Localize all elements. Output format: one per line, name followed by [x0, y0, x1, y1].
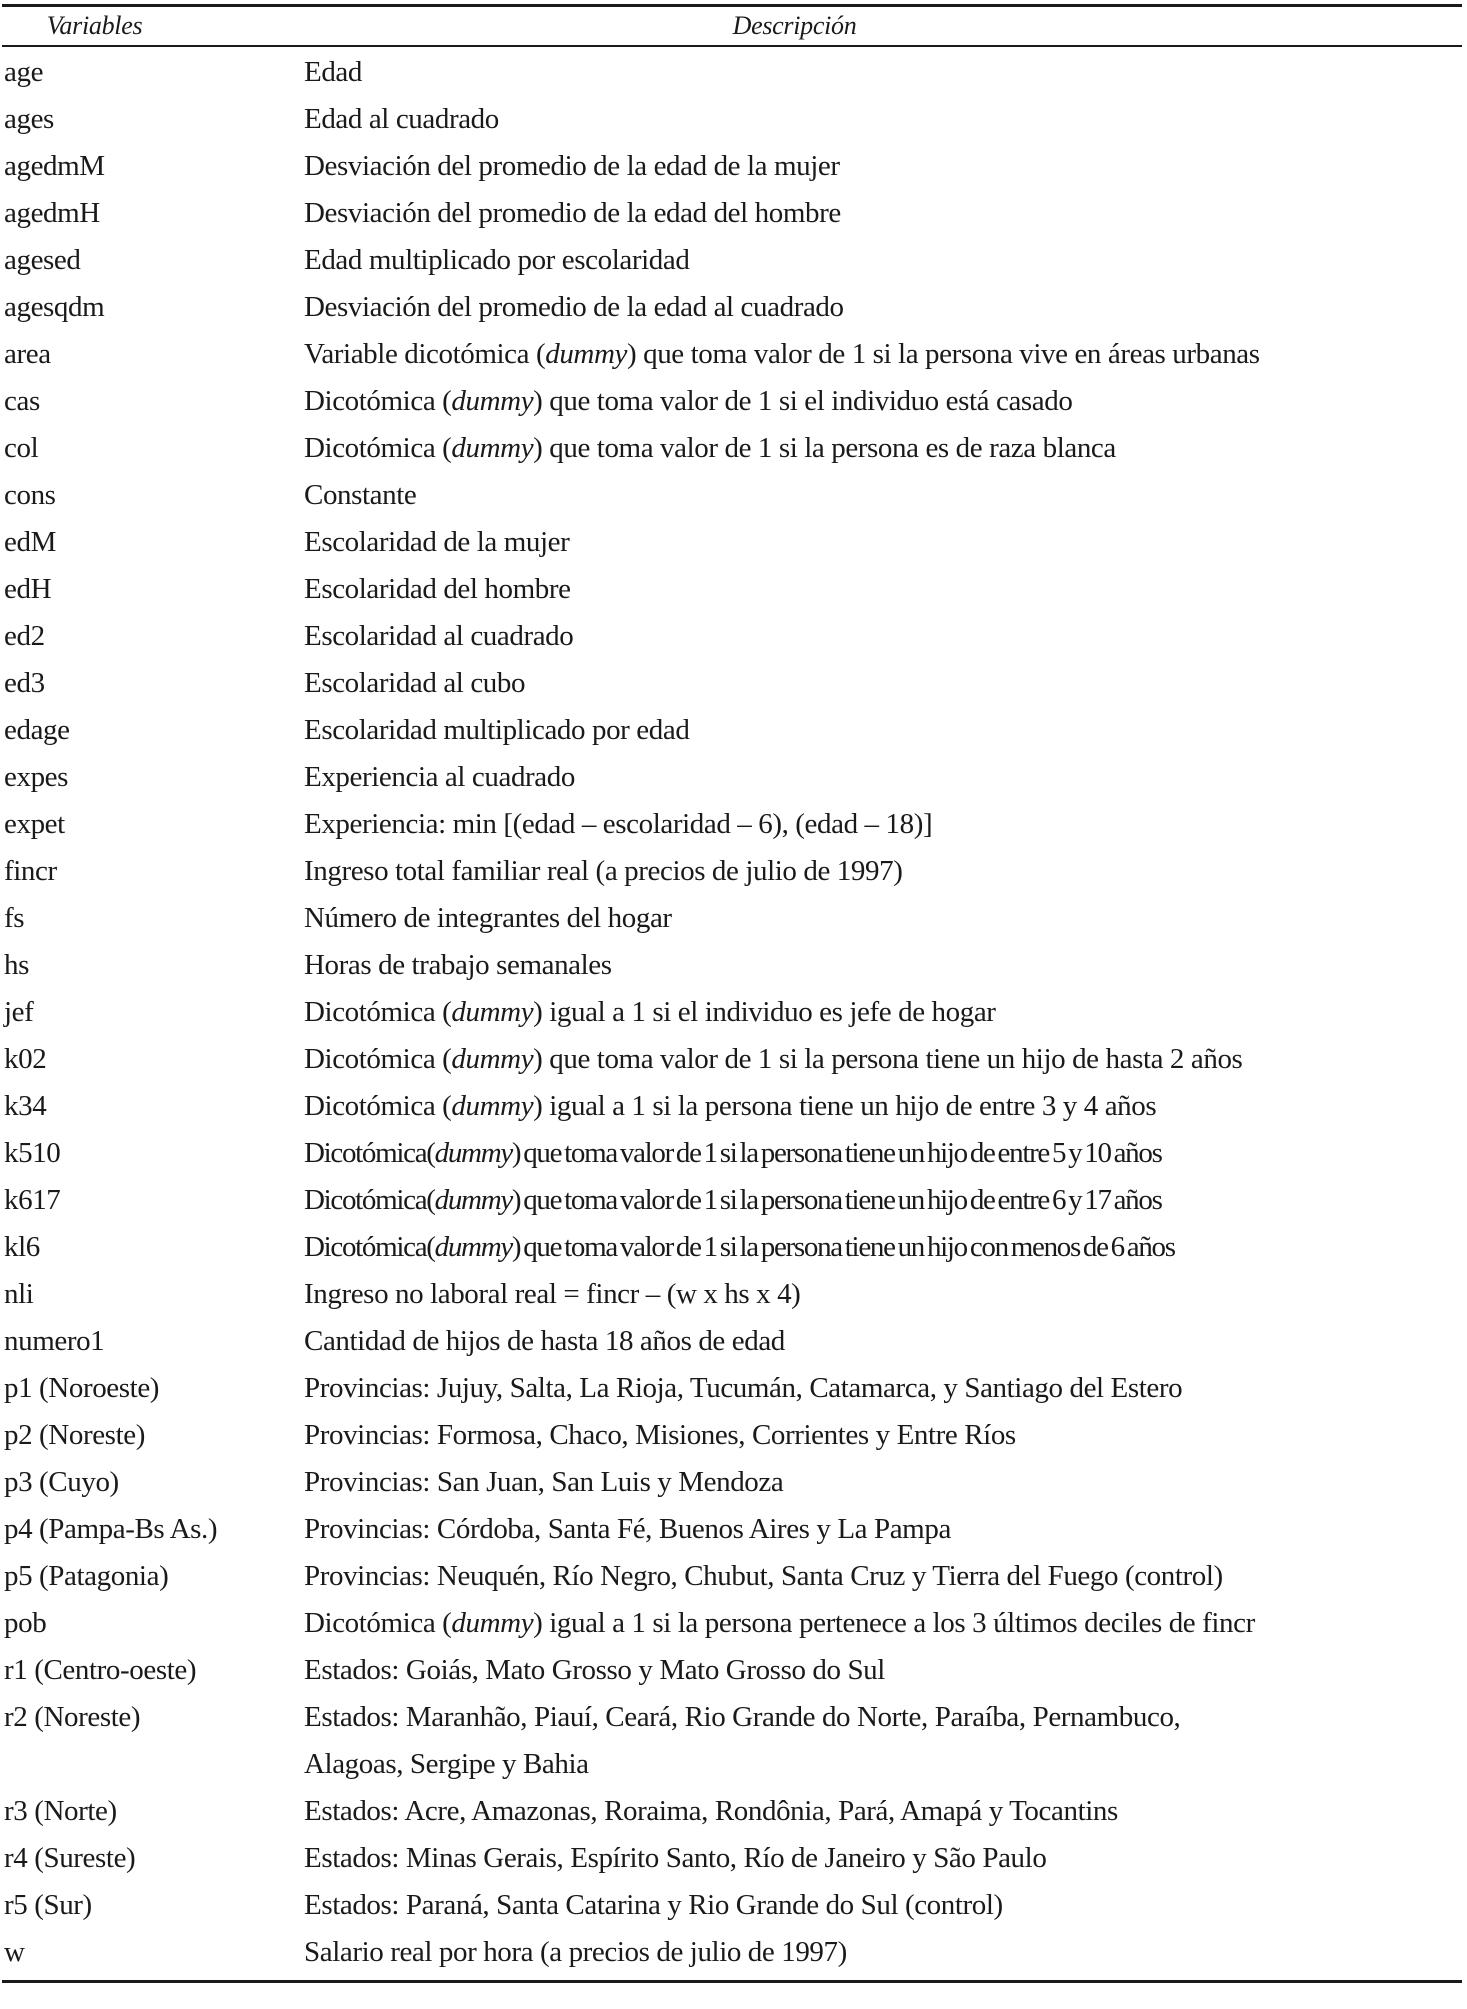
variable-name: ed2	[4, 619, 45, 652]
variable-description	[304, 284, 1462, 331]
description-text: Dicotómica (	[304, 1089, 452, 1122]
variable-name: r4 (Sureste)	[4, 1841, 136, 1874]
variable-name: jef	[4, 995, 34, 1028]
variable-description	[304, 1647, 1462, 1694]
variable-description	[304, 1177, 1462, 1224]
variable-description	[304, 1882, 1462, 1929]
table-row	[2, 284, 1462, 331]
table-row	[2, 331, 1462, 378]
description-text: Edad	[304, 55, 362, 88]
variable-name: cons	[4, 478, 56, 511]
table-row	[2, 1412, 1462, 1459]
description-text: Experiencia: min [(edad – escolaridad – 6), (edad – 18)]	[304, 807, 933, 840]
description-text: Desviación del promedio de la edad de la mujer	[304, 149, 840, 182]
variable-description	[304, 613, 1462, 660]
dummy-term: dummy	[451, 431, 534, 464]
variable-name: area	[4, 337, 51, 370]
table-row	[2, 848, 1462, 895]
dummy-term: dummy	[451, 384, 534, 417]
variable-name: k34	[4, 1089, 47, 1122]
variable-name: p3 (Cuyo)	[4, 1465, 119, 1498]
variable-description	[304, 942, 1462, 989]
variable-description	[304, 378, 1462, 425]
table-row	[2, 1083, 1462, 1130]
table-row	[2, 707, 1462, 754]
variable-name: col	[4, 431, 39, 464]
variable-description	[304, 143, 1462, 190]
table-body	[2, 47, 1462, 1976]
variable-description	[304, 566, 1462, 613]
table-row	[2, 942, 1462, 989]
dummy-term: dummy	[451, 995, 534, 1028]
variable-name: ed3	[4, 666, 45, 699]
table-row	[2, 660, 1462, 707]
table-row	[2, 425, 1462, 472]
variable-description	[304, 331, 1462, 378]
description-text: Horas de trabajo semanales	[304, 948, 612, 981]
table-row	[2, 895, 1462, 942]
dummy-term: dummy	[434, 1230, 512, 1263]
table-row	[2, 519, 1462, 566]
variable-name: agedmH	[4, 196, 100, 229]
variable-name: fincr	[4, 854, 57, 887]
table-row	[2, 1929, 1462, 1976]
table-row	[2, 1647, 1462, 1694]
table-row	[2, 1506, 1462, 1553]
variable-description	[304, 425, 1462, 472]
variable-name: k510	[4, 1136, 61, 1169]
table-row	[2, 1788, 1462, 1835]
variable-description	[304, 1694, 1462, 1788]
variable-description	[304, 96, 1462, 143]
description-text: Variable dicotómica (	[304, 337, 546, 370]
description-text: ) igual a 1 si la persona tiene un hijo de entre 3 y 4 años	[533, 1089, 1157, 1122]
header-variables: Variables	[46, 11, 143, 40]
variable-description	[304, 1224, 1462, 1271]
variable-description	[304, 989, 1462, 1036]
variable-description	[304, 519, 1462, 566]
description-text: ) que toma valor de 1 si la persona es de raza blanca	[533, 431, 1116, 464]
variable-description	[304, 237, 1462, 284]
variable-name: p1 (Noroeste)	[4, 1371, 160, 1404]
variable-name: edage	[4, 713, 70, 746]
header-description: Descripción	[732, 11, 857, 40]
table-row	[2, 1365, 1462, 1412]
variable-description	[304, 848, 1462, 895]
description-text: Edad multiplicado por escolaridad	[304, 243, 690, 276]
description-text: Provincias: Córdoba, Santa Fé, Buenos Aires y La Pampa	[304, 1512, 951, 1545]
table-row	[2, 1177, 1462, 1224]
table-row	[2, 1882, 1462, 1929]
variable-description	[304, 1788, 1462, 1835]
variable-description	[304, 1412, 1462, 1459]
description-text: Dicotómica(	[304, 1136, 435, 1169]
variable-description	[304, 895, 1462, 942]
variable-name: pob	[4, 1606, 47, 1639]
table-row	[2, 1271, 1462, 1318]
description-text: Escolaridad al cubo	[304, 666, 526, 699]
table-row	[2, 1036, 1462, 1083]
description-text: Desviación del promedio de la edad del hombre	[304, 196, 841, 229]
description-line: Alagoas, Sergipe y Bahia	[304, 1747, 589, 1780]
variable-name: numero1	[4, 1324, 105, 1357]
table-row	[2, 237, 1462, 284]
description-text: Salario real por hora (a precios de julio de 1997)	[304, 1935, 847, 1968]
table-row	[2, 190, 1462, 237]
variable-name: expet	[4, 807, 65, 840]
dummy-term: dummy	[545, 337, 627, 370]
variable-name: p5 (Patagonia)	[4, 1559, 169, 1592]
description-text: Dicotómica (	[304, 1042, 452, 1075]
variable-description	[304, 190, 1462, 237]
variable-description	[304, 1835, 1462, 1882]
description-text: Estados: Minas Gerais, Espírito Santo, Río de Janeiro y São Paulo	[304, 1841, 1047, 1874]
description-text: ) que toma valor de 1 si el individuo está casado	[533, 384, 1073, 417]
description-text: Provincias: Formosa, Chaco, Misiones, Corrientes y Entre Ríos	[304, 1418, 1016, 1451]
description-text: Provincias: Jujuy, Salta, La Rioja, Tucumán, Catamarca, y Santiago del Estero	[304, 1371, 1183, 1404]
variable-description	[304, 754, 1462, 801]
variable-description	[304, 1271, 1462, 1318]
variable-name: r1 (Centro-oeste)	[4, 1653, 197, 1686]
variable-name: k02	[4, 1042, 47, 1075]
table-row	[2, 1224, 1462, 1271]
variable-name: fs	[4, 901, 25, 934]
variable-description	[304, 1365, 1462, 1412]
description-line: Estados: Maranhão, Piauí, Ceará, Rio Grande do Norte, Paraíba, Pernambuco,	[304, 1700, 1181, 1733]
variable-name: edH	[4, 572, 52, 605]
description-text: Experiencia al cuadrado	[304, 760, 575, 793]
description-text: Estados: Acre, Amazonas, Roraima, Rondônia, Pará, Amapá y Tocantins	[304, 1794, 1118, 1827]
description-text: Ingreso no laboral real = fincr – (w x hs x 4)	[304, 1277, 801, 1310]
description-text: Edad al cuadrado	[304, 102, 499, 135]
description-text: Desviación del promedio de la edad al cuadrado	[304, 290, 844, 323]
description-text: Escolaridad de la mujer	[304, 525, 570, 558]
variable-description	[304, 49, 1462, 96]
variable-name: r5 (Sur)	[4, 1888, 92, 1921]
dummy-term: dummy	[451, 1606, 534, 1639]
description-text: ) que toma valor de 1 si la persona tiene un hijo con menos de 6 años	[511, 1230, 1175, 1263]
table-row	[2, 1459, 1462, 1506]
description-text: Escolaridad al cuadrado	[304, 619, 574, 652]
table-row	[2, 1318, 1462, 1365]
variable-description	[304, 472, 1462, 519]
variable-name: agesed	[4, 243, 81, 276]
variable-description	[304, 1929, 1462, 1976]
table-row	[2, 472, 1462, 519]
description-text: Provincias: Neuquén, Río Negro, Chubut, Santa Cruz y Tierra del Fuego (control)	[304, 1559, 1223, 1592]
description-text: Escolaridad multiplicado por edad	[304, 713, 690, 746]
description-text: ) que toma valor de 1 si la persona tiene un hijo de hasta 2 años	[533, 1042, 1243, 1075]
description-text: ) que toma valor de 1 si la persona tiene un hijo de entre 5 y 10 años	[511, 1136, 1162, 1169]
variable-name: cas	[4, 384, 40, 417]
variable-name: kl6	[4, 1230, 40, 1263]
description-text: Dicotómica (	[304, 431, 452, 464]
description-text: Dicotómica (	[304, 995, 452, 1028]
description-text: Dicotómica(	[304, 1183, 435, 1216]
variable-description	[304, 1036, 1462, 1083]
variable-description	[304, 1553, 1462, 1600]
variable-name: p2 (Noreste)	[4, 1418, 145, 1451]
variable-name: nli	[4, 1277, 34, 1310]
table-header	[2, 7, 1462, 45]
variable-description	[304, 1506, 1462, 1553]
table-row	[2, 566, 1462, 613]
variable-name: hs	[4, 948, 29, 981]
description-text: Provincias: San Juan, San Luis y Mendoza	[304, 1465, 784, 1498]
variable-name: p4 (Pampa-Bs As.)	[4, 1512, 218, 1545]
variable-description	[304, 707, 1462, 754]
description-text: Número de integrantes del hogar	[304, 901, 672, 934]
description-text: Constante	[304, 478, 417, 511]
description-text: Estados: Paraná, Santa Catarina y Rio Grande do Sul (control)	[304, 1888, 1003, 1921]
variable-name: agesqdm	[4, 290, 105, 323]
variable-name: k617	[4, 1183, 61, 1216]
table-row	[2, 378, 1462, 425]
dummy-term: dummy	[451, 1042, 534, 1075]
description-text: Cantidad de hijos de hasta 18 años de edad	[304, 1324, 785, 1357]
variable-description	[304, 1130, 1462, 1177]
table-row	[2, 143, 1462, 190]
variable-description	[304, 1083, 1462, 1130]
table-row	[2, 801, 1462, 848]
variable-description	[304, 660, 1462, 707]
table-row	[2, 613, 1462, 660]
description-text: Dicotómica (	[304, 384, 452, 417]
variable-name: expes	[4, 760, 69, 793]
bottom-rule	[2, 1980, 1462, 1983]
dummy-term: dummy	[451, 1089, 534, 1122]
variable-name: agedmM	[4, 149, 105, 182]
table-row	[2, 754, 1462, 801]
table-row	[2, 1694, 1462, 1788]
description-text: Estados: Goiás, Mato Grosso y Mato Grosso do Sul	[304, 1653, 885, 1686]
variable-description	[304, 1318, 1462, 1365]
variable-name: age	[4, 55, 44, 88]
table-row	[2, 96, 1462, 143]
description-text: ) igual a 1 si el individuo es jefe de hogar	[533, 995, 996, 1028]
variable-name: edM	[4, 525, 56, 558]
description-text: Dicotómica (	[304, 1606, 452, 1639]
dummy-term: dummy	[434, 1183, 512, 1216]
table-row	[2, 1130, 1462, 1177]
variable-description	[304, 1600, 1462, 1647]
description-text: ) que toma valor de 1 si la persona tiene un hijo de entre 6 y 17 años	[511, 1183, 1162, 1216]
variables-table	[2, 4, 1462, 1983]
description-text: ) igual a 1 si la persona pertenece a los 3 últimos deciles de fincr	[533, 1606, 1255, 1639]
variable-name: r3 (Norte)	[4, 1794, 117, 1827]
variable-description	[304, 801, 1462, 848]
table-row	[2, 49, 1462, 96]
variable-name: w	[4, 1935, 25, 1968]
table-row	[2, 1600, 1462, 1647]
description-text: Escolaridad del hombre	[304, 572, 571, 605]
dummy-term: dummy	[434, 1136, 512, 1169]
table-row	[2, 989, 1462, 1036]
description-text: Dicotómica(	[304, 1230, 435, 1263]
variable-name: r2 (Noreste)	[4, 1700, 141, 1733]
variable-name: ages	[4, 102, 54, 135]
variable-description	[304, 1459, 1462, 1506]
table-row	[2, 1553, 1462, 1600]
description-text: Ingreso total familiar real (a precios de julio de 1997)	[304, 854, 903, 887]
description-text: ) que toma valor de 1 si la persona vive en áreas urbanas	[626, 337, 1260, 370]
table-row	[2, 1835, 1462, 1882]
